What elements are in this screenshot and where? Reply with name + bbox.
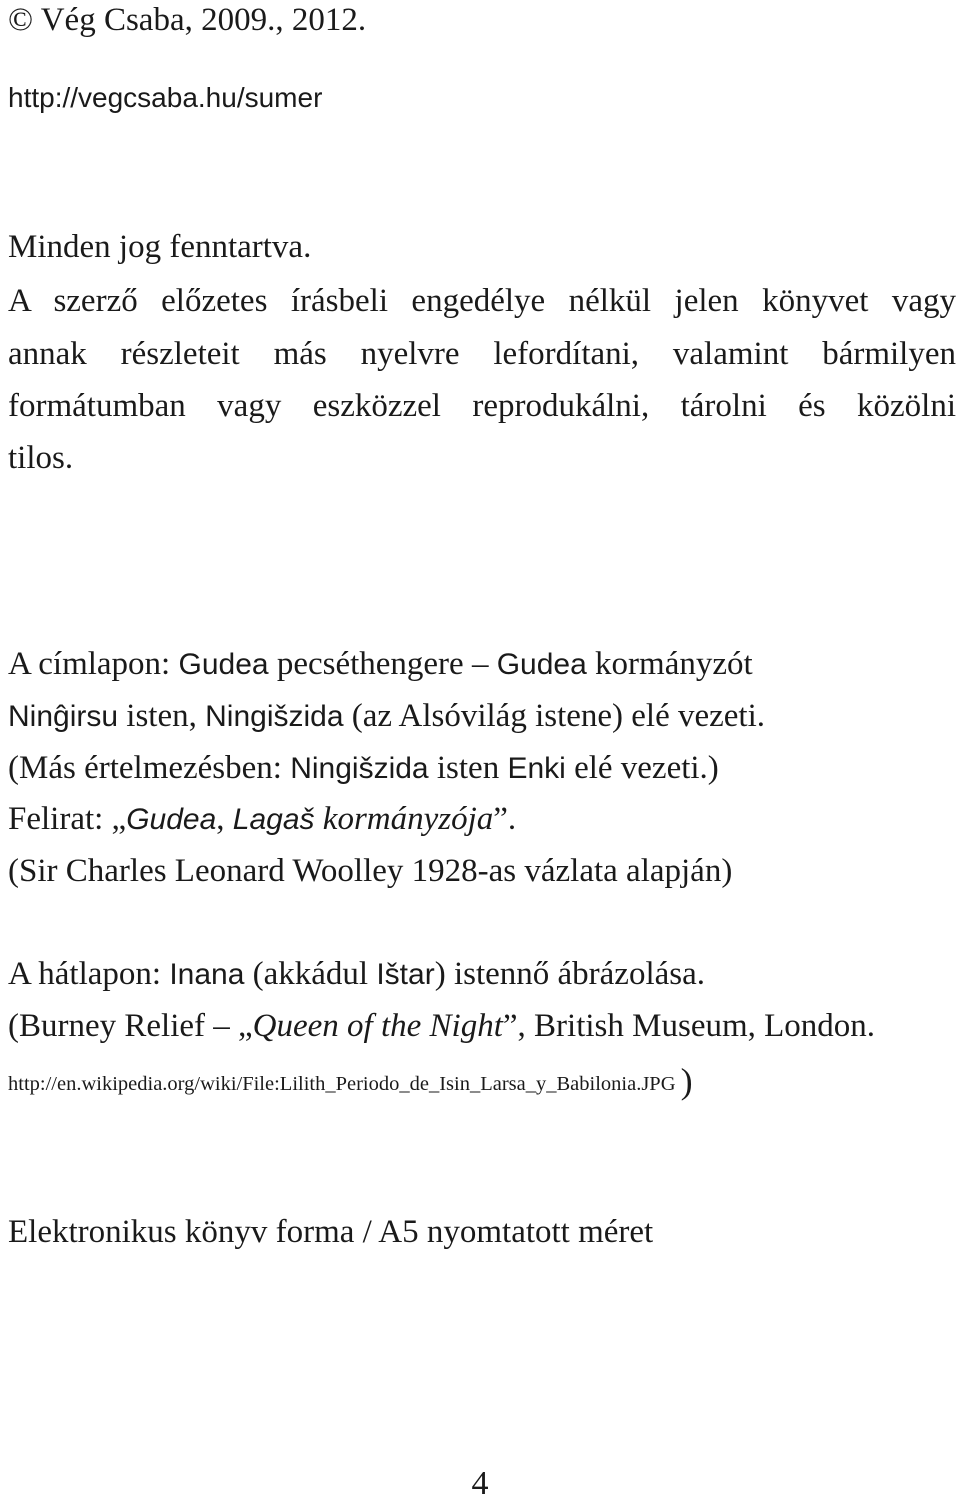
copyright-line: © Vég Csaba, 2009., 2012. — [8, 2, 367, 38]
name-inana: Inana — [169, 958, 245, 991]
name-ningiszida: Ningišzida — [205, 700, 344, 733]
name-istar: Ištar — [376, 958, 435, 991]
rights-line-2: A szerző előzetes írásbeli engedélye nélkül jelen könyvet vagy — [8, 283, 956, 319]
name-gudea: Gudea — [496, 648, 587, 681]
format-note: Elektronikus könyv forma / A5 nyomtatott méret — [8, 1214, 654, 1250]
inscription-comma: , — [216, 801, 233, 837]
burney-prefix: (Burney Relief – „ — [8, 1008, 253, 1044]
rights-line-5: tilos. — [8, 440, 74, 476]
cover-prefix: A címlapon: — [8, 646, 179, 682]
rights-line-4: formátumban vagy eszközzel reprodukálni, tárolni és közölni — [8, 388, 956, 424]
name-enki: Enki — [507, 752, 566, 785]
rights-line-3: annak részleteit más nyelvre lefordítani, valamint bármilyen — [8, 336, 956, 372]
cover-line-2 — [8, 696, 765, 737]
back-line-1 — [8, 954, 705, 995]
back-mid-2: ) istennő ábrázolása. — [434, 956, 706, 992]
back-prefix: A hátlapon: — [8, 956, 170, 992]
alt-mid: isten — [428, 750, 508, 786]
burney-suffix: ”, British Museum, London. — [502, 1008, 876, 1044]
cover-mid-3: isten, — [118, 698, 206, 734]
wikipedia-url[interactable]: http://en.wikipedia.org/wiki/File:Lilith_Periodo_de_Isin_Larsa_y_Babilonia.JPG — [8, 1073, 676, 1095]
alt-prefix: (Más értelmezésben: — [8, 750, 291, 786]
name-gudea: Gudea — [178, 648, 269, 681]
inscription-suffix: ”. — [493, 801, 517, 837]
cover-mid-4: (az Alsóvilág istene) elé vezeti. — [343, 698, 766, 734]
back-line-3 — [8, 1061, 693, 1101]
cover-mid-1: pecséthengere – — [268, 646, 497, 682]
cover-mid-2: kormányzót — [586, 646, 753, 682]
inscription-lagas: Lagaš — [232, 803, 315, 836]
page-number: 4 — [471, 1465, 489, 1502]
queen-title: Queen of the Night — [252, 1008, 503, 1044]
name-ningiszida: Ningišzida — [290, 752, 429, 785]
website-url[interactable]: http://vegcsaba.hu/sumer — [8, 82, 323, 113]
cover-line-4 — [8, 799, 516, 840]
back-mid-1: (akkádul — [244, 956, 377, 992]
inscription-gudea: Gudea — [126, 803, 217, 836]
alt-suffix: elé vezeti.) — [565, 750, 719, 786]
wiki-close-paren: ) — [680, 1061, 693, 1101]
cover-line-1 — [8, 644, 753, 685]
cover-source: (Sir Charles Leonard Woolley 1928-as vázlata alapján) — [8, 853, 733, 889]
back-line-2 — [8, 1006, 875, 1046]
inscription-prefix: Felirat: „ — [8, 801, 127, 837]
rights-line-1: Minden jog fenntartva. — [8, 229, 312, 265]
name-ningirsu: Ninĝirsu — [8, 700, 119, 733]
cover-line-3 — [8, 748, 719, 789]
inscription-title: kormányzója — [314, 801, 494, 837]
